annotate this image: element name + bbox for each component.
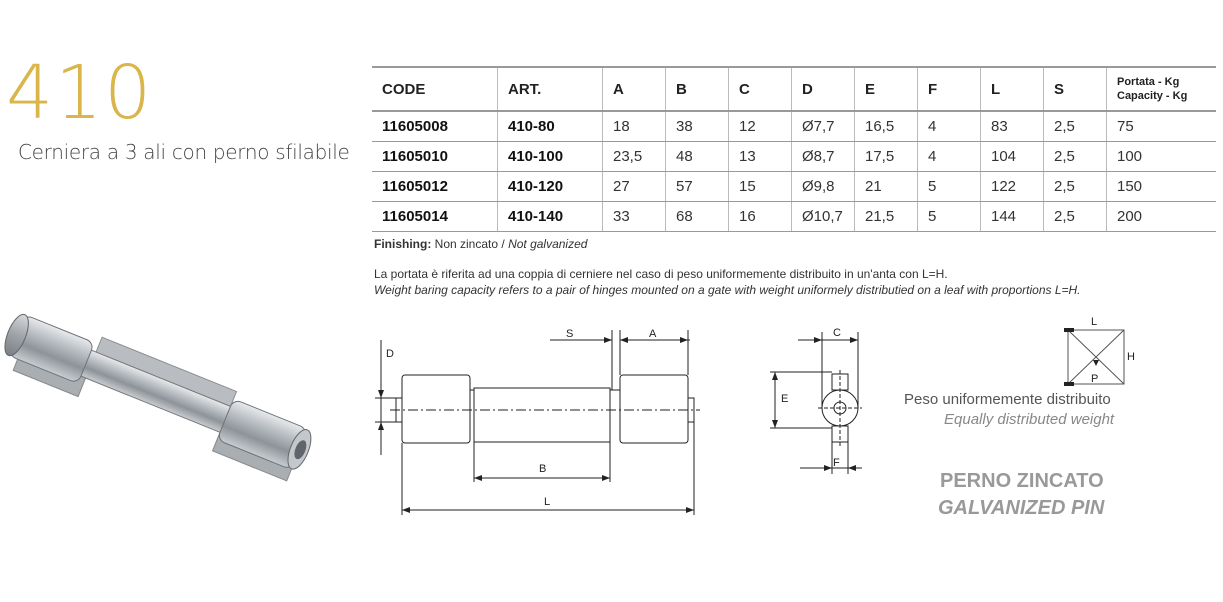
product-subtitle: Cerniera a 3 ali con perno sfilabile (18, 140, 350, 164)
label-f: F (833, 457, 840, 469)
cell: 18 (603, 111, 666, 142)
pin-title-en: GALVANIZED PIN (938, 497, 1105, 519)
cell: Ø8,7 (792, 142, 855, 172)
load-label-en: Equally distributed weight (944, 411, 1115, 428)
cell: 11605012 (372, 172, 498, 202)
cell: 13 (729, 142, 792, 172)
col-art: ART. (498, 67, 603, 111)
cell: 4 (918, 142, 981, 172)
load-label-it: Peso uniformemente distribuito (904, 391, 1111, 408)
cell: 2,5 (1044, 172, 1107, 202)
label-leaf-p: P (1091, 373, 1099, 385)
cell: 48 (666, 142, 729, 172)
col-a: A (603, 67, 666, 111)
cell: 75 (1107, 111, 1217, 142)
cell: 2,5 (1044, 202, 1107, 232)
cell: 57 (666, 172, 729, 202)
label-c: C (833, 327, 841, 339)
cell: 27 (603, 172, 666, 202)
label-e: E (781, 393, 789, 405)
finishing-label: Finishing: (374, 237, 432, 251)
label-leaf-l: L (1091, 316, 1098, 328)
label-s: S (566, 328, 574, 340)
capacity-header-en: Capacity - Kg (1117, 90, 1188, 102)
label-a: A (649, 328, 657, 340)
label-l: L (544, 496, 551, 508)
cell: 23,5 (603, 142, 666, 172)
cell: 410-140 (498, 202, 603, 232)
finishing-it: Non zincato (434, 237, 499, 251)
cell: 12 (729, 111, 792, 142)
cell: 21 (855, 172, 918, 202)
cell: 122 (981, 172, 1044, 202)
col-s: S (1044, 67, 1107, 111)
capacity-header-it: Portata - Kg (1117, 76, 1180, 88)
cell: 4 (918, 111, 981, 142)
col-l: L (981, 67, 1044, 111)
cell: 5 (918, 202, 981, 232)
col-d: D (792, 67, 855, 111)
cell: 83 (981, 111, 1044, 142)
cell: 410-120 (498, 172, 603, 202)
cell: 5 (918, 172, 981, 202)
cell: 11605014 (372, 202, 498, 232)
cell: 144 (981, 202, 1044, 232)
cell: 38 (666, 111, 729, 142)
label-d: D (386, 348, 394, 360)
cell: Ø7,7 (792, 111, 855, 142)
cell: 2,5 (1044, 111, 1107, 142)
cell: 17,5 (855, 142, 918, 172)
col-e: E (855, 67, 918, 111)
cell: 410-80 (498, 111, 603, 142)
cell: 33 (603, 202, 666, 232)
product-number: 410 (6, 50, 154, 136)
cell: 200 (1107, 202, 1217, 232)
cell: 16 (729, 202, 792, 232)
capacity-note-it: La portata è riferita ad una coppia di cerniere nel caso di peso uniformemente distribuito in un'anta con L=H. (374, 267, 948, 281)
cell: 68 (666, 202, 729, 232)
label-leaf-h: H (1127, 351, 1135, 363)
cell: 21,5 (855, 202, 918, 232)
finishing-en: Not galvanized (508, 237, 588, 251)
cell: 104 (981, 142, 1044, 172)
col-f: F (918, 67, 981, 111)
cell: Ø9,8 (792, 172, 855, 202)
cell: 100 (1107, 142, 1217, 172)
cell: 11605008 (372, 111, 498, 142)
cell: Ø10,7 (792, 202, 855, 232)
cell: 2,5 (1044, 142, 1107, 172)
pin-title-it: PERNO ZINCATO (940, 470, 1104, 492)
col-code: CODE (372, 67, 498, 111)
col-b: B (666, 67, 729, 111)
col-c: C (729, 67, 792, 111)
cell: 16,5 (855, 111, 918, 142)
label-b: B (539, 463, 547, 475)
cell: 11605010 (372, 142, 498, 172)
cell: 150 (1107, 172, 1217, 202)
cell: 15 (729, 172, 792, 202)
capacity-note-en: Weight baring capacity refers to a pair of hinges mounted on a gate with weight uniformely distributied on a leaf with proportions L=H. (374, 283, 1081, 297)
cell: 410-100 (498, 142, 603, 172)
finishing-sep: / (498, 237, 509, 251)
